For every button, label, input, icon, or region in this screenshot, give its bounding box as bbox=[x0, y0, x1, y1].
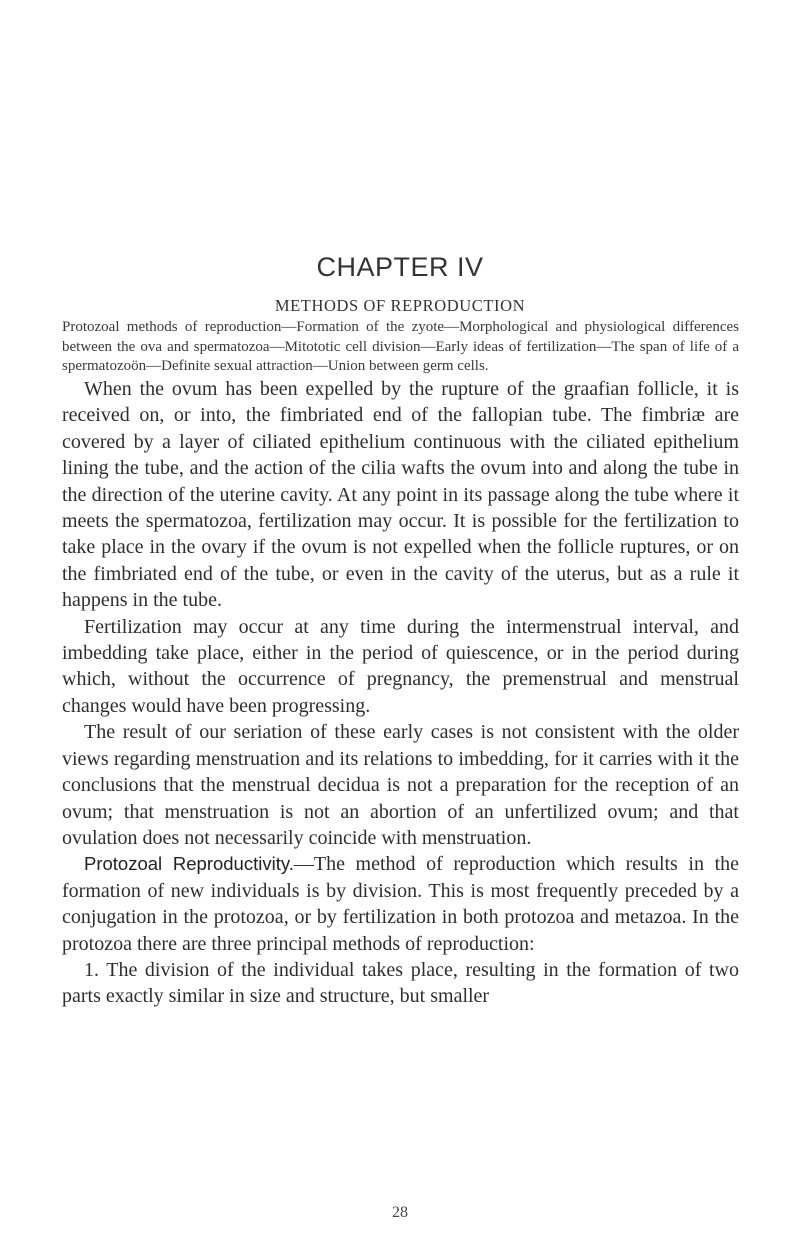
paragraph-seriation-result: The result of our seriation of these early cases is not consistent with the older views regarding menstruation and its relations to imbedding, for it carries with it the conclusions that the menstrual decidua is not a preparation for the reception of an ovum; that menstruation is not an abortion of an unfertilized ovum; and that ovulation does not necessarily coincide with menstruation. bbox=[62, 721, 739, 849]
chapter-title: CHAPTER IV bbox=[316, 252, 484, 282]
paragraph-protozoal-body: —The method of reproduction which results in the formation of new individuals is by division. This is most frequently preceded by a conjugation in the protozoa, or by fertilization in both protozoa and metazoa. In the protozoa there are three principal methods of reproduction: bbox=[62, 853, 740, 955]
section-heading-protozoal-reproductivity: Protozoal Reproductivity. bbox=[84, 853, 294, 875]
paragraph-protozoal-reproductivity bbox=[62, 851, 739, 957]
body-text bbox=[62, 376, 739, 1010]
paragraph-fertilization-timing: Fertilization may occur at any time during the intermenstrual interval, and imbedding take place, either in the period of quiescence, or in the period during which, without the occurrence of pregnancy, the premenstrual and menstrual changes would have been progressing. bbox=[62, 615, 739, 717]
paragraph-division-method: 1. The division of the individual takes place, resulting in the formation of two parts exactly similar in size and structure, but smaller bbox=[62, 958, 739, 1008]
chapter-subtitle: METHODS OF REPRODUCTION bbox=[274, 296, 526, 315]
paragraph-ovum-expulsion: When the ovum has been expelled by the rupture of the graafian follicle, it is received on, or into, the fimbriated end of the fallopian tube. The fimbriæ are covered by a layer of ciliated epithelium continuous with the ciliated epithelium lining the tube, and the action of the cilia wafts the ovum into and along the tube in the direction of the uterine cavity. At any point in its passage along the tube where it meets the spermatozoa, fertilization may occur. It is possible for the fertilization to take place in the ovary if the ovum is not expelled when the follicle ruptures, or on the fimbriated end of the tube, or even in the cavity of the uterus, but as a rule it happens in the tube. bbox=[62, 378, 739, 612]
page-number: 28 bbox=[392, 1204, 408, 1221]
chapter-synopsis: Protozoal methods of reproduction—Formation of the zyote—Morphological and physiological differences between the ova and spermatozoa—Mitototic cell division—Early ideas of fertilization—The span of life of a spermatozoön—Definite sexual attraction—Union between germ cells. bbox=[62, 319, 739, 374]
